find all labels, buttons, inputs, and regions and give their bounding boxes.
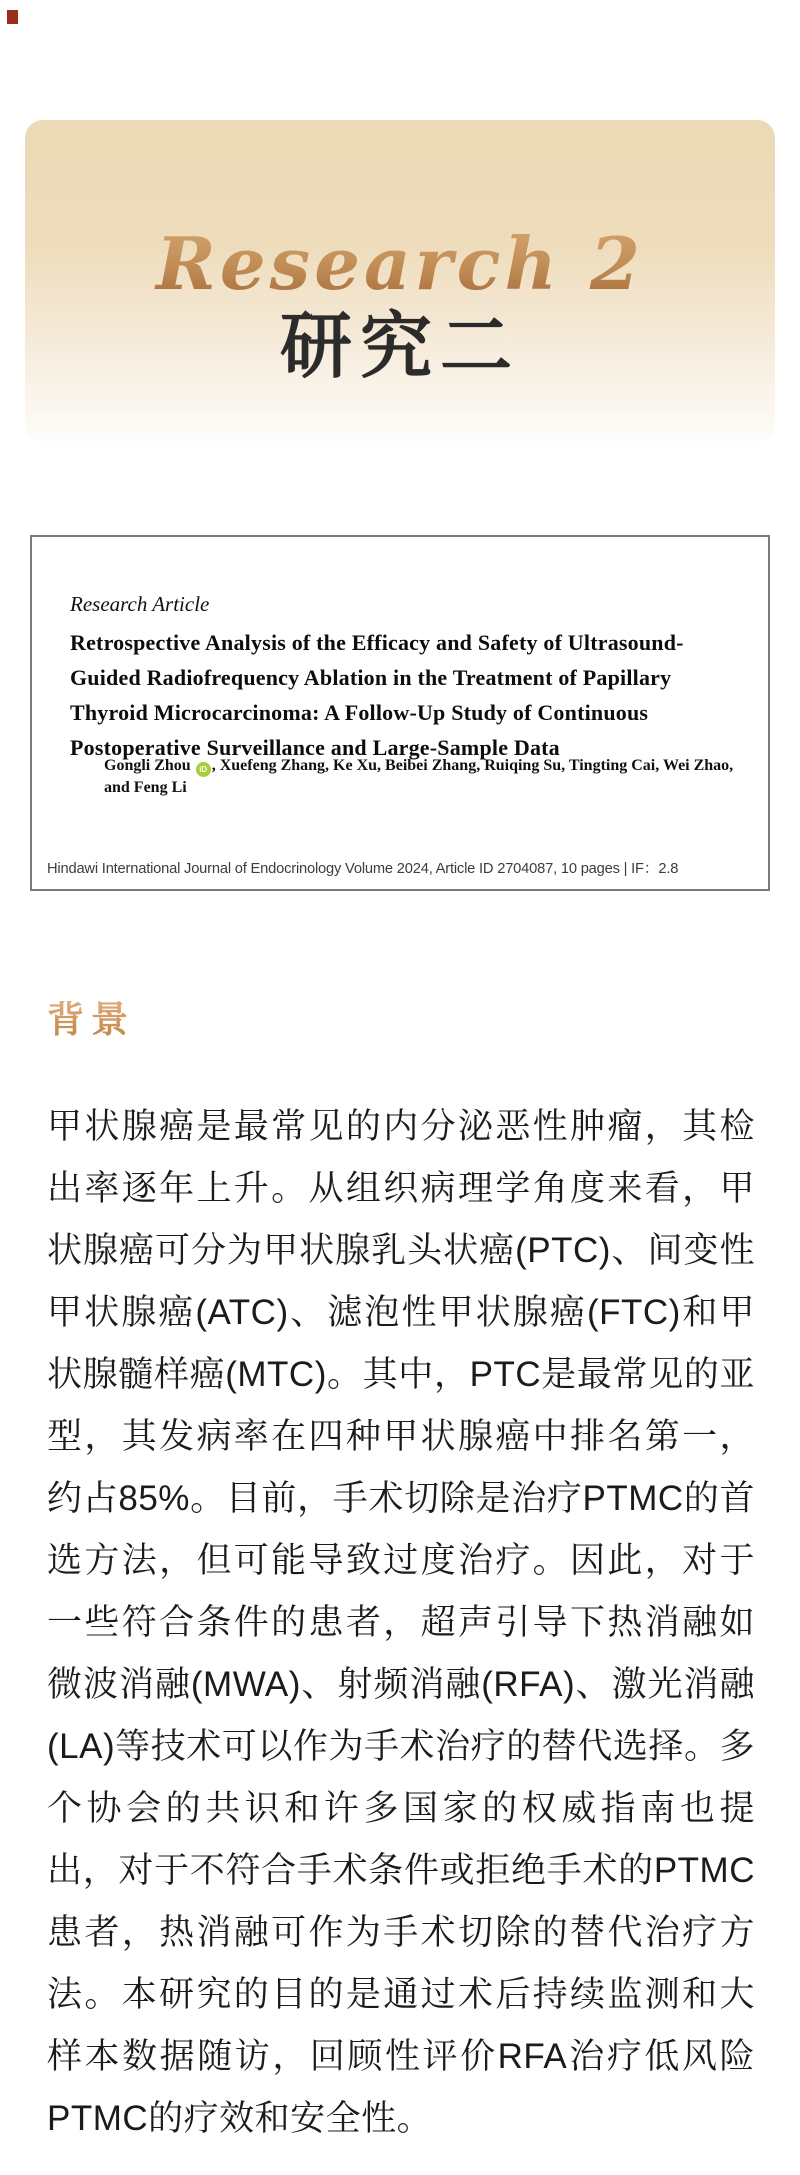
article-title-line: Thyroid Microcarcinoma: A Follow-Up Study of Continuous xyxy=(70,700,649,725)
section-heading-background: 背景 xyxy=(47,1000,135,1041)
header-banner xyxy=(25,120,775,445)
authors-rest: , Xuefeng Zhang, Ke Xu, Beibei Zhang, Ruiqing Su, Tingting Cai, Wei Zhao, xyxy=(211,757,734,774)
article-citation-card xyxy=(30,535,770,891)
article-authors-line2: and Feng Li xyxy=(104,779,187,796)
article-title-line: Retrospective Analysis of the Efficacy and Safety of Ultrasound- xyxy=(70,630,684,655)
header-title-english: Research 2 xyxy=(25,228,775,300)
article-title-line: Guided Radiofrequency Ablation in the Treatment of Papillary xyxy=(70,665,672,690)
background-paragraph: 甲状腺癌是最常见的内分泌恶性肿瘤，其检出率逐年上升。从组织病理学角度来看，甲状腺癌可分为甲状腺乳头状癌(PTC)、间变性甲状腺癌(ATC)、滤泡性甲状腺癌(FTC)和甲状腺髓样癌(MTC)。其中，PTC是最常见的亚型，其发病率在四种甲状腺癌中排名第一，约占85%。目前，手术切除是治疗PTMC的首选方法，但可能导致过度治疗。因此，对于一些符合条件的患者，超声引导下热消融如微波消融(MWA)、射频消融(RFA)、激光消融(LA)等技术可以作为手术治疗的替代选择。多个协会的共识和许多国家的权威指南也提出，对于不符合手术条件或拒绝手术的PTMC患者，热消融可作为手术切除的替代治疗方法。本研究的目的是通过术后持续监测和大样本数据随访，回顾性评价RFA治疗低风险PTMC的疗效和安全性。 xyxy=(47,1107,755,2138)
article-title xyxy=(70,625,750,765)
author-first: Gongli Zhou xyxy=(104,757,195,774)
corner-mark xyxy=(7,10,18,24)
article-authors xyxy=(104,755,754,799)
orcid-icon: iD xyxy=(196,762,211,777)
article-authors-line1 xyxy=(104,755,754,777)
article-type-label: Research Article xyxy=(70,592,210,616)
header-title-chinese: 研究二 xyxy=(279,307,520,387)
article-title-line: Postoperative Surveillance and Large-Sample Data xyxy=(70,735,560,760)
journal-citation: Hindawi International Journal of Endocrinology Volume 2024, Article ID 2704087, 10 pages | IF：2.8 xyxy=(47,860,679,877)
